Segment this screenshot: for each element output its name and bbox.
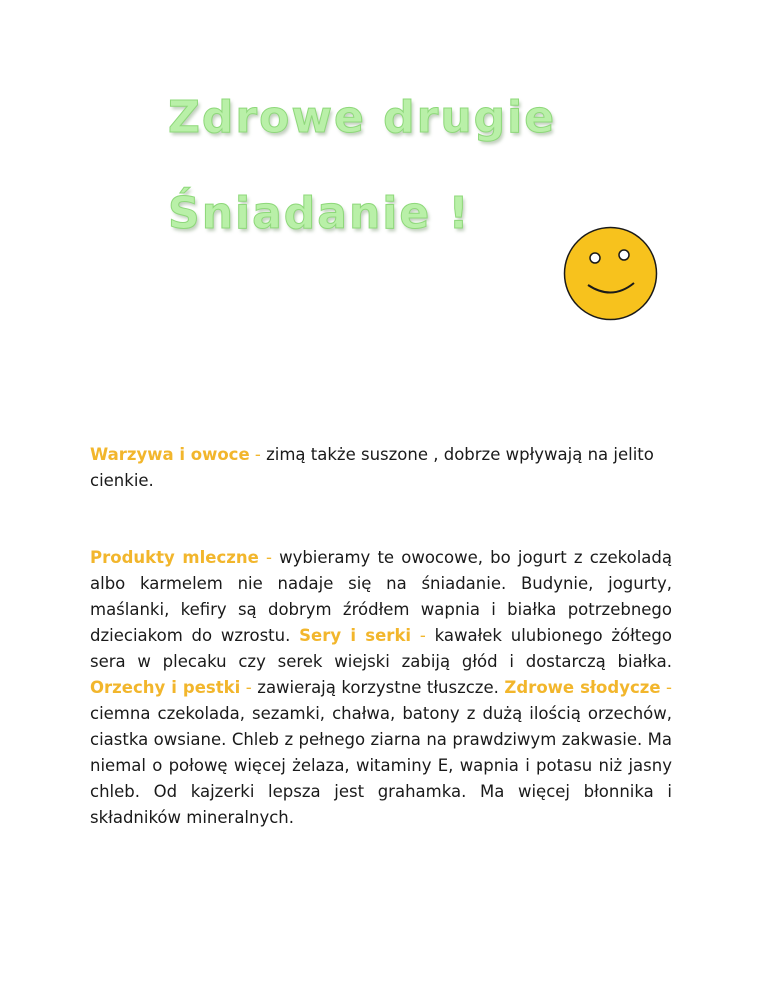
nutrition-paragraph xyxy=(90,545,672,831)
fruits-dash: - xyxy=(249,445,267,464)
nuts-dash: - xyxy=(240,678,258,697)
dairy-label: Produkty mleczne xyxy=(90,548,259,567)
cheese-label: Sery i serki xyxy=(299,626,412,645)
dairy-text: wybieramy te owocowe, bo jogurt z czekoladą albo karmelem nie nadaje się na śniadanie. Budynie, jogurty, maślanki, kefiry są dobrym źródłem wapnia i białka potrzebnego dzieciakom do wzrostu. xyxy=(90,548,672,645)
fruits-text: zimą także suszone , dobrze wpływają na jelito cienkie. xyxy=(90,445,654,490)
dairy-dash: - xyxy=(258,548,280,567)
sweets-text: ciemna czekolada, sezamki, chałwa, batony z dużą ilością orzechów, ciastka owsiane. Chleb z pełnego ziarna na prawdziwym zakwasie. Ma niemal o połowę więcej żelaza, witaminy E, wapnia i potasu niż jasny chleb. Od kajzerki lepsza jest grahamka. Ma więcej błonnika i składników mineralnych. xyxy=(90,704,672,827)
page-title-line-1: Zdrowe drugie xyxy=(168,92,557,143)
sweets-label: Zdrowe słodycze xyxy=(504,678,661,697)
nuts-label: Orzechy i pestki xyxy=(90,678,241,697)
cheese-text: kawałek ulubionego żółtego sera w plecaku czy serek wiejski zabiją głód i dostarczą białka. xyxy=(90,626,672,671)
nuts-text: zawierają korzystne tłuszcze. xyxy=(257,678,499,697)
page-title-line-2: Śniadanie ! xyxy=(168,188,471,239)
cheese-dash: - xyxy=(411,626,435,645)
fruits-paragraph xyxy=(90,442,672,494)
sweets-dash: - xyxy=(660,678,673,697)
fruits-label: Warzywa i owoce xyxy=(90,445,250,464)
smiley-face-icon xyxy=(562,225,659,322)
